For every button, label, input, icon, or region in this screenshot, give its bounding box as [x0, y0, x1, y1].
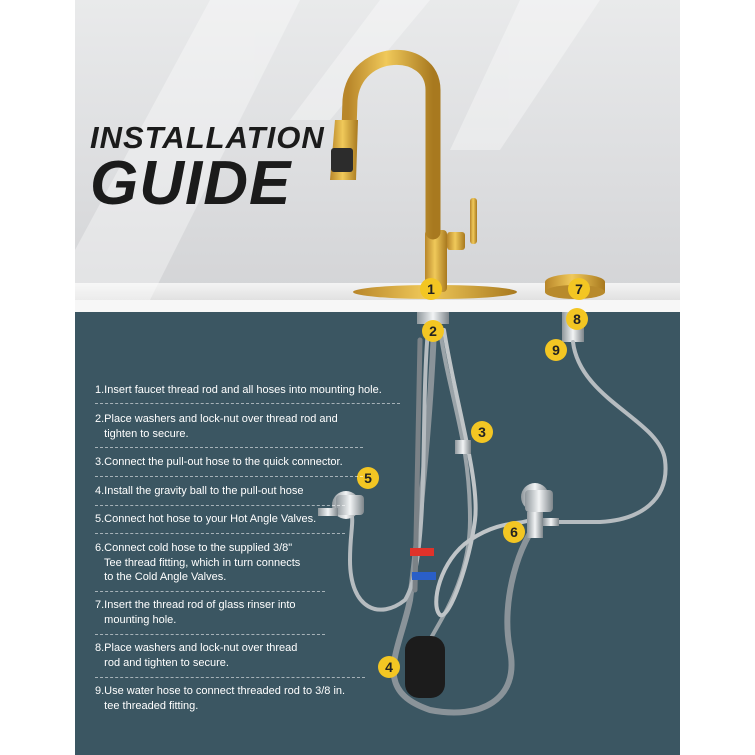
step-divider [95, 403, 400, 404]
step-6: 6.Connect cold hose to the supplied 3/8" Tee thread fitting, which in turn connects to the Cold Angle Valves. [95, 542, 301, 583]
step-2: 2.Place washers and lock-nut over thread rod and tighten to secure. [95, 413, 338, 440]
callout-1: 1 [420, 278, 442, 300]
callout-2: 2 [422, 320, 444, 342]
gravity-ball-image [405, 636, 445, 698]
step-divider [95, 677, 365, 678]
step-1: 1.Insert faucet thread rod and all hoses into mounting hole. [95, 384, 382, 396]
title-line-2: GUIDE [90, 149, 292, 218]
step-8: 8.Place washers and lock-nut over thread rod and tighten to secure. [95, 642, 298, 669]
cold-water-tag [412, 572, 436, 580]
callout-4: 4 [378, 656, 400, 678]
step-3: 3.Connect the pull-out hose to the quick connector. [95, 456, 343, 468]
step-divider [95, 533, 345, 534]
hot-water-tag [410, 548, 434, 556]
quick-connector [455, 440, 471, 454]
step-divider [95, 447, 363, 448]
step-divider [95, 634, 325, 635]
callout-3: 3 [471, 421, 493, 443]
title-line-1: INSTALLATION [90, 120, 325, 155]
step-7: 7.Insert the thread rod of glass rinser into mounting hole. [95, 599, 296, 626]
step-divider [95, 476, 363, 477]
step-9: 9.Use water hose to connect threaded rod to 3/8 in. tee threaded fitting. [95, 685, 346, 712]
callout-8: 8 [566, 308, 588, 330]
callout-9: 9 [545, 339, 567, 361]
step-4: 4.Install the gravity ball to the pull-out hose [95, 485, 304, 497]
callout-5: 5 [357, 467, 379, 489]
callout-7: 7 [568, 278, 590, 300]
callout-6: 6 [503, 521, 525, 543]
angle-valve-image-2 [521, 483, 559, 538]
step-divider [95, 591, 325, 592]
step-5: 5.Connect hot hose to your Hot Angle Valves. [95, 513, 317, 525]
step-divider [95, 505, 345, 506]
hoses [350, 330, 666, 713]
